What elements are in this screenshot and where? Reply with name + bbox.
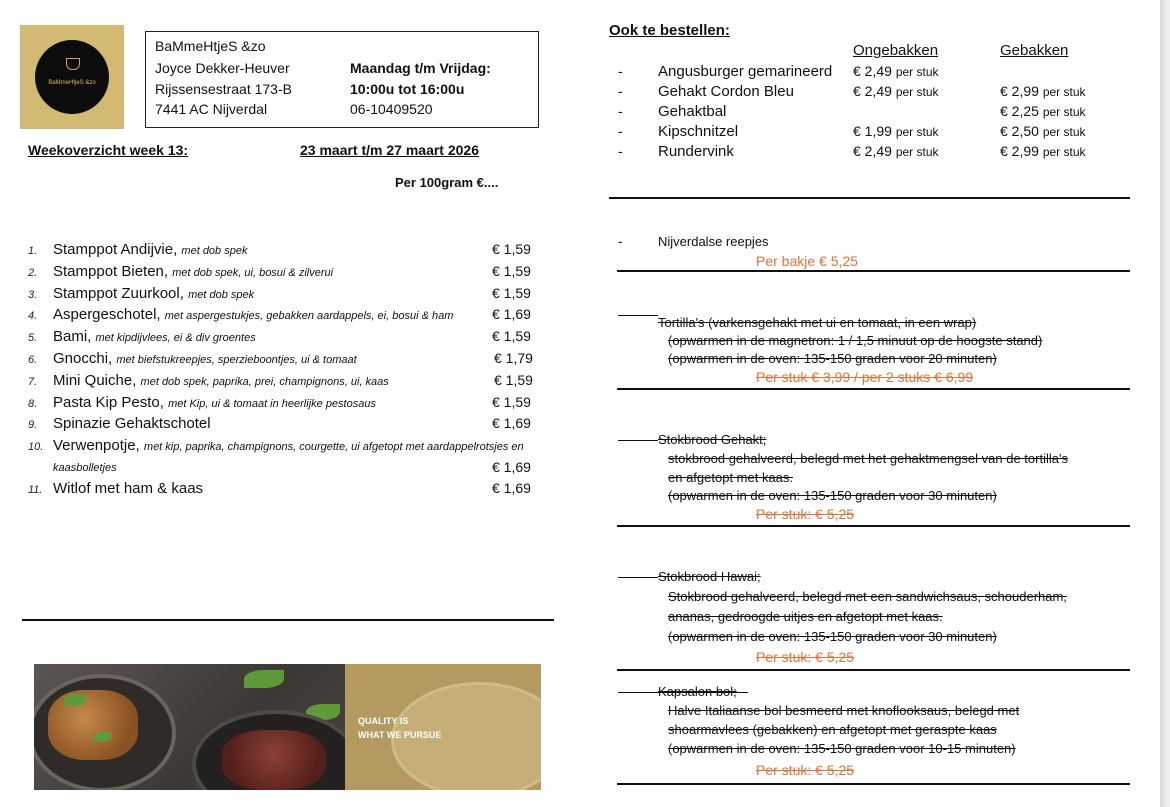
dish-price: € 1,69 xyxy=(492,480,531,496)
divider xyxy=(617,270,1130,272)
reepjes-price: Per bakje € 5,25 xyxy=(756,253,858,269)
kapsalon-price: Per stuk: € 5,25 xyxy=(756,762,855,778)
stokbrood-hawai-line: Stokbrood gehalveerd, belegd met een sandwichsaus, schouderham, xyxy=(668,589,1067,604)
dish-price: € 1,59 xyxy=(492,285,531,301)
tortilla-title: Tortilla's (varkensgehakt met ui en tomaat, in een wrap) xyxy=(658,315,977,330)
dish-name: Stamppot Zuurkool, xyxy=(53,285,184,302)
extras-item: - Gehakt Cordon Bleu € 2,49 per stuk € 2,99 per stuk xyxy=(618,83,1086,100)
column-unbaked: Ongebakken xyxy=(853,42,939,59)
leaf-icon xyxy=(64,694,86,706)
banner-slogan: QUALITY IS WHAT WE PURSUE xyxy=(358,716,442,740)
tortilla-line: (opwarmen in de oven: 135-150 graden voor 20 minuten) xyxy=(668,351,997,366)
menu-item: 10. Verwenpotje, met kip, paprika, champignons, courgette, ui afgetopt met aardappelrotsjes en xyxy=(28,437,524,454)
stokbrood-gehakt-price: Per stuk: € 5,25 xyxy=(756,506,855,522)
strike-dash xyxy=(618,315,658,316)
column-baked: Gebakken xyxy=(1000,42,1069,59)
reepjes-title: Nijverdalse reepjes xyxy=(658,234,769,249)
menu-item: 11. Witlof met ham & kaas € 1,69 xyxy=(28,480,531,497)
dish-name: Spinazie Gehaktschotel xyxy=(53,415,211,432)
divider xyxy=(617,669,1130,671)
stokbrood-hawai-line: ananas, gedroogde uitjes en afgetopt met kaas. xyxy=(668,609,943,624)
price-unit-note: Per 100gram €.... xyxy=(395,175,499,190)
extras-item: - Rundervink € 2,49 per stuk € 2,99 per stuk xyxy=(618,143,1086,160)
price-unbaked: € 2,49 per stuk xyxy=(853,143,939,159)
dish-price: € 1,79 xyxy=(494,350,533,366)
dish-name: Bami, xyxy=(53,328,92,345)
dish-price: € 1,59 xyxy=(492,263,531,279)
menu-item: 7. Mini Quiche, met dob spek, paprika, prei, champignons, ui, kaas € 1,59 xyxy=(28,372,533,389)
menu-item: 8. Pasta Kip Pesto, met Kip, ui & tomaat in heerlijke pestosaus € 1,59 xyxy=(28,394,531,411)
business-name: BaMmeHtjeS &zo xyxy=(155,38,266,54)
owner-name: Joyce Dekker-Heuver xyxy=(155,60,290,76)
extras-item: - Kipschnitzel € 1,99 per stuk € 2,50 per stuk xyxy=(618,123,1086,140)
price-baked: € 2,99 per stuk xyxy=(1000,83,1086,99)
extras-title: Ook te bestellen: xyxy=(609,22,730,39)
leaf-icon xyxy=(94,732,112,742)
coffee-cup-icon xyxy=(66,58,80,70)
item-name: Kipschnitzel xyxy=(658,123,739,140)
divider xyxy=(617,525,1130,527)
kapsalon-line: Halve Italiaanse bol besmeerd met knoflooksaus, belegd met xyxy=(668,703,1020,718)
dish-name: Stamppot Bieten, xyxy=(53,263,169,280)
city-address: 7441 AC Nijverdal xyxy=(155,101,268,117)
dish-price: € 1,69 xyxy=(492,415,531,431)
dish-description: met Kip, ui & tomaat in heerlijke pestosaus xyxy=(168,398,376,410)
stokbrood-hawai-title: Stokbrood Hawai; xyxy=(658,569,761,584)
chicken-dish-image xyxy=(48,690,138,760)
phone-number: 06-10409520 xyxy=(350,101,433,117)
dish-price: € 1,69 xyxy=(492,306,531,322)
opening-hours: 10:00u tot 16:00u xyxy=(350,81,465,97)
price-unbaked: € 2,49 per stuk xyxy=(853,83,939,99)
dish-description: met dob spek xyxy=(188,289,255,301)
dish-description-continued: kaasbolletjes xyxy=(53,462,117,474)
price-unbaked: € 2,49 per stuk xyxy=(853,63,939,79)
divider xyxy=(22,619,554,621)
page-edge-shadow xyxy=(1160,0,1170,807)
menu-item: 4. Aspergeschotel, met aspergestukjes, gebakken aardappels, ei, bosui & ham € 1,69 xyxy=(28,306,531,323)
dish-name: Aspergeschotel, xyxy=(53,306,161,323)
menu-item: 1. Stamppot Andijvie, met dob spek € 1,59 xyxy=(28,241,531,258)
dish-price: € 1,59 xyxy=(492,241,531,257)
dish-price: € 1,69 xyxy=(492,459,531,475)
dish-name: Pasta Kip Pesto, xyxy=(53,394,164,411)
item-name: Rundervink xyxy=(658,143,734,160)
price-baked: € 2,25 per stuk xyxy=(1000,103,1086,119)
item-name: Gehaktbal xyxy=(658,103,727,120)
logo-circle xyxy=(35,40,109,114)
dish-description: met dob spek, paprika, prei, champignons, ui, kaas xyxy=(140,376,389,388)
divider xyxy=(609,197,1130,199)
menu-item: 2. Stamppot Bieten, met dob spek, ui, bosui & zilverui € 1,59 xyxy=(28,263,531,280)
section-dash: - xyxy=(618,233,623,249)
stokbrood-gehakt-title: Stokbrood Gehakt; xyxy=(658,432,767,447)
dish-price: € 1,59 xyxy=(492,394,531,410)
divider xyxy=(617,783,1130,785)
item-name: Angusburger gemarineerd xyxy=(658,63,833,80)
tortilla-price: Per stuk € 3,99 / per 2 stuks € 6,99 xyxy=(756,369,974,385)
dish-description: met dob spek, ui, bosui & zilverui xyxy=(172,267,334,279)
dish-name: Mini Quiche, xyxy=(53,372,137,389)
logo-text: BaMmeHtjeS &zo xyxy=(48,80,96,86)
price-baked: € 2,50 per stuk xyxy=(1000,123,1086,139)
strike-dash xyxy=(618,577,658,578)
opening-days: Maandag t/m Vrijdag: xyxy=(350,60,491,76)
dish-description: met kip, paprika, champignons, courgette, ui afgetopt met aardappelrotsjes en xyxy=(143,441,524,453)
photo-dark xyxy=(34,664,345,790)
extras-item: - Angusburger gemarineerd € 2,49 per stuk xyxy=(618,63,939,80)
dish-name: Witlof met ham & kaas xyxy=(53,480,204,497)
leaf-icon xyxy=(244,670,284,688)
strike-dash xyxy=(618,440,658,441)
menu-item: 3. Stamppot Zuurkool, met dob spek € 1,59 xyxy=(28,285,531,302)
dish-name: Gnocchi, xyxy=(53,350,113,367)
price-baked: € 2,99 per stuk xyxy=(1000,143,1086,159)
logo xyxy=(20,25,124,129)
stokbrood-hawai-price: Per stuk: € 5,25 xyxy=(756,649,855,665)
kapsalon-line: shoarmavlees (gebakken) en afgetopt met geraspte kaas xyxy=(668,722,997,737)
dish-description: met kipdijvlees, ei & div groentes xyxy=(95,332,256,344)
menu-item: 5. Bami, met kipdijvlees, ei & div groentes € 1,59 xyxy=(28,328,531,345)
dish-description: met dob spek xyxy=(181,245,248,257)
dish-description: met biefstukreepjes, sperzieboontjes, ui & tomaat xyxy=(116,354,357,366)
food-photo-banner xyxy=(34,664,541,790)
steak-dish-image xyxy=(222,730,326,790)
stokbrood-gehakt-line: stokbrood gehalveerd, belegd met het gehaktmengsel van de tortilla's xyxy=(668,451,1068,466)
dish-price: € 1,59 xyxy=(494,372,533,388)
stokbrood-gehakt-line: (opwarmen in de oven: 135-150 graden voor 30 minuten) xyxy=(668,488,997,503)
dish-name: Verwenpotje, xyxy=(53,437,140,454)
item-name: Gehakt Cordon Bleu xyxy=(658,83,794,100)
extras-item: - Gehaktbal € 2,25 per stuk xyxy=(618,103,1086,120)
menu-item: 6. Gnocchi, met biefstukreepjes, sperzieboontjes, ui & tomaat € 1,79 xyxy=(28,350,533,367)
stokbrood-hawai-line: (opwarmen in de oven: 135-150 graden voor 30 minuten) xyxy=(668,629,997,644)
stokbrood-gehakt-line: en afgetopt met kaas. xyxy=(668,470,794,485)
street-address: Rijssensestraat 173-B xyxy=(155,81,292,97)
week-dates: 23 maart t/m 27 maart 2026 xyxy=(300,142,479,158)
week-label: Weekoverzicht week 13: xyxy=(28,142,189,158)
dish-name: Stamppot Andijvie, xyxy=(53,241,178,258)
kapsalon-title: Kapsalon bol; xyxy=(658,684,737,699)
dish-price: € 1,59 xyxy=(492,328,531,344)
dish-description: met aspergestukjes, gebakken aardappels, ei, bosui & ham xyxy=(164,310,454,322)
price-unbaked: € 1,99 per stuk xyxy=(853,123,939,139)
divider xyxy=(617,388,1130,390)
kapsalon-line: (opwarmen in de oven: 135-150 graden voor 10-15 minuten) xyxy=(668,741,1016,756)
tortilla-line: (opwarmen in de magnetron: 1 / 1,5 minuut op de hoogste stand) xyxy=(668,333,1043,348)
menu-item: 9. Spinazie Gehaktschotel € 1,69 xyxy=(28,415,531,432)
